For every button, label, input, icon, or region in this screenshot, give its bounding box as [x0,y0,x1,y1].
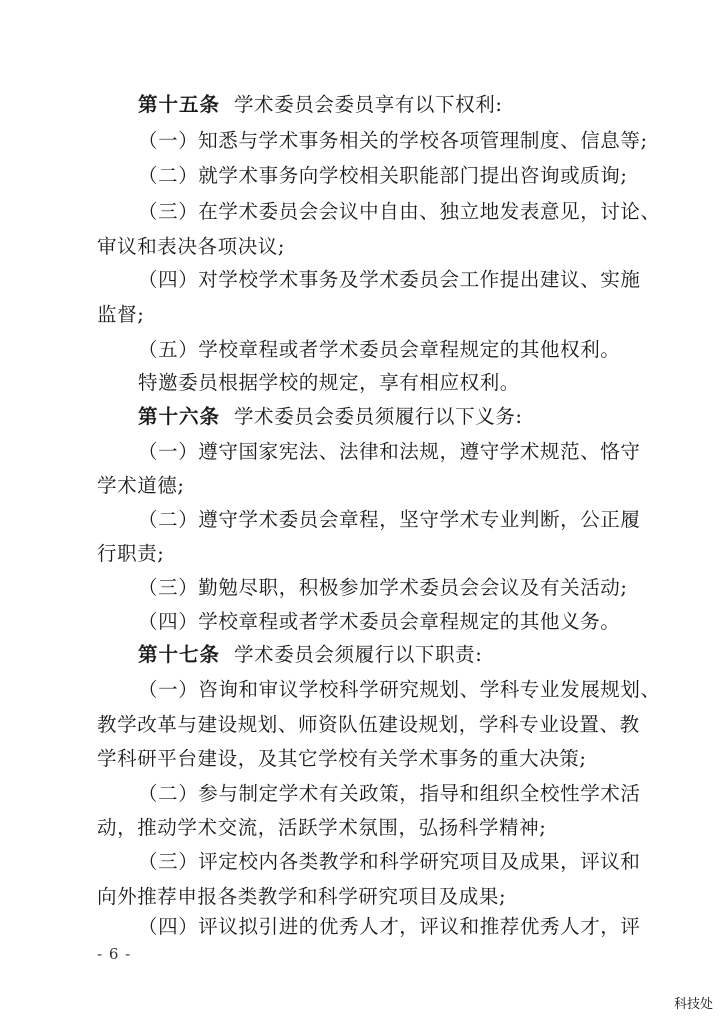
article-15-item-2: （二）就学术事务向学校相关职能部门提出咨询或质询; [138,164,628,187]
department-watermark: 科技处 [674,997,714,1012]
article-17-item-3-line-1: （三）评定校内各类教学和科学研究项目及成果，评议和 [138,850,641,873]
page-number: - 6 - [97,945,132,963]
article-15-heading: 第十五条 [138,93,221,116]
article-16-item-4: （四）学校章程或者学术委员会章程规定的其他义务。 [138,610,621,633]
article-16-item-2-line-2: 行职责; [97,542,165,565]
article-17-item-3-line-2: 向外推荐申报各类教学和科学研究项目及成果; [97,885,507,908]
article-17-heading: 第十七条 [138,643,221,666]
article-16-item-2-line-1: （二）遵守学术委员会章程，坚守学术专业判断，公正履 [138,508,641,531]
article-15-special-members: 特邀委员根据学校的规定，享有相应权利。 [138,371,520,394]
article-17-item-1-line-1: （一）咨询和审议学校科学研究规划、学科专业发展规划、 [138,678,661,701]
article-17-item-4-line-1: （四）评议拟引进的优秀人才，评议和推荐优秀人才，评 [138,915,641,938]
article-16-item-3: （三）勤勉尽职，积极参加学术委员会会议及有关活动; [138,576,628,599]
article-16-heading: 第十六条 [138,405,221,428]
article-16-intro-line [138,404,523,430]
article-15-intro-line [138,92,503,118]
article-17-item-1-line-2: 教学改革与建设规划、师资队伍建设规划，学科专业设置、教 [97,713,640,736]
article-15-item-5: （五）学校章程或者学术委员会章程规定的其他权利。 [138,338,621,361]
article-16-item-1-line-2: 学术道德; [97,474,185,497]
article-17-intro-line [138,642,482,668]
article-15-item-3-line-2: 审议和表决各项决议; [97,235,286,258]
article-17-item-2-line-2: 动，推动学术交流，活跃学术氛围，弘扬科学精神; [97,816,547,839]
article-15-item-3-line-1: （三）在学术委员会会议中自由、独立地发表意见，讨论、 [138,200,661,223]
article-17-item-2-line-1: （二）参与制定学术有关政策，指导和组织全校性学术活 [138,782,641,805]
article-15-item-4-line-2: 监督; [97,303,145,326]
article-17-item-1-line-3: 学科研平台建设，及其它学校有关学术事务的重大决策; [97,747,587,770]
article-17-intro: 学术委员会须履行以下职责: [234,643,483,666]
article-15-intro: 学术委员会委员享有以下权利: [234,93,503,116]
article-15-item-1: （一）知悉与学术事务相关的学校各项管理制度、信息等; [138,129,648,152]
article-16-item-1-line-1: （一）遵守国家宪法、法律和法规，遵守学术规范、恪守 [138,440,641,463]
article-15-item-4-line-1: （四）对学校学术事务及学术委员会工作提出建议、实施 [138,268,641,291]
article-16-intro: 学术委员会委员须履行以下义务: [234,405,523,428]
